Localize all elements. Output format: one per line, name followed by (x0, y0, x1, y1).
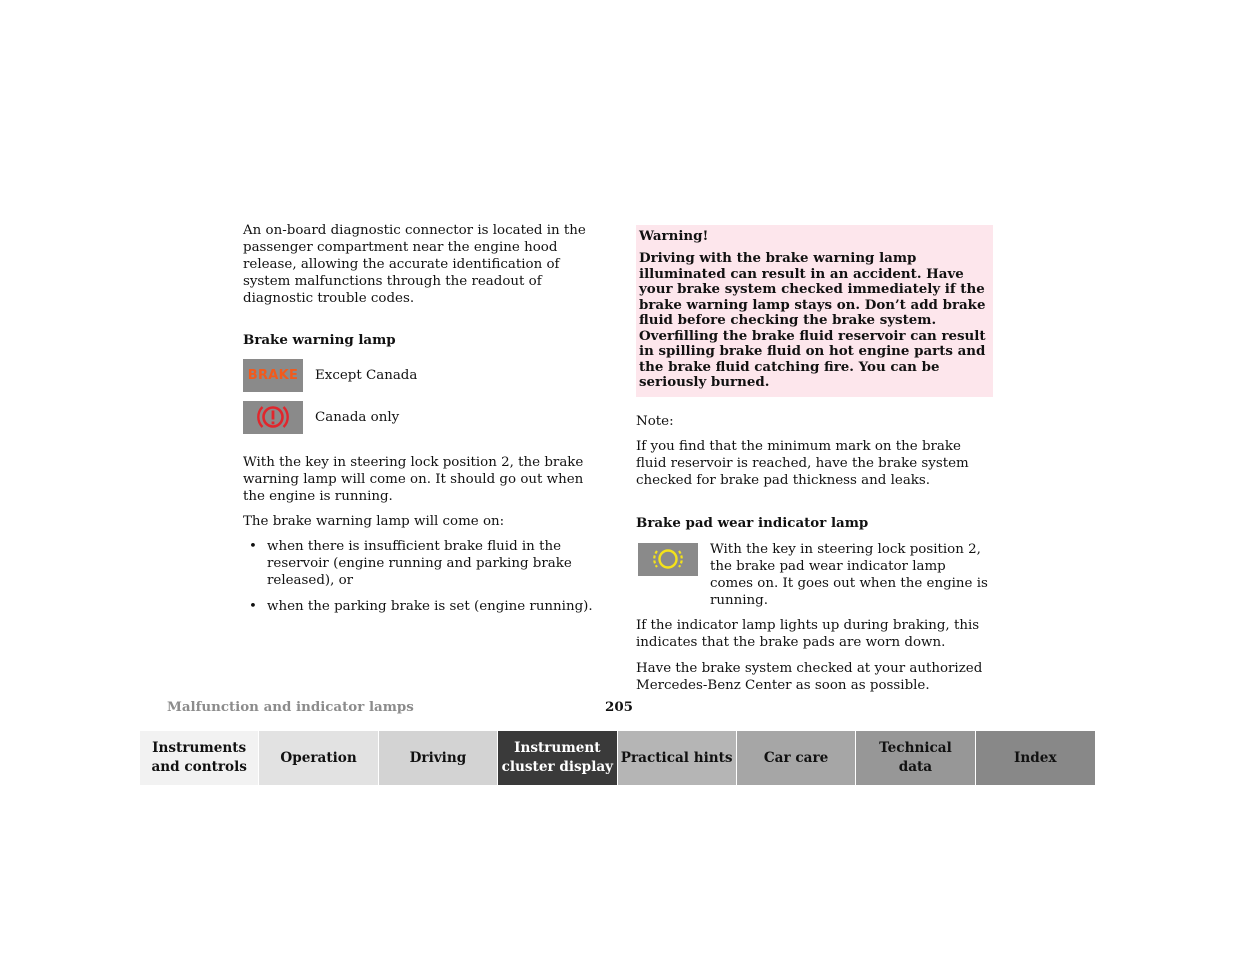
tab-index[interactable]: Index (976, 731, 1095, 785)
list-item: • when there is insufficient brake fluid in the reservoir (engine running and parking brake released), or (249, 539, 572, 588)
intro-paragraph: An on-board diagnostic connector is located in the passenger compartment near the engine hood release, allowing the accurate identification of system malfunctions through the readout of diagnostic trouble codes. (243, 223, 586, 306)
brake-pad-lamp-text: With the key in steering lock position 2, the brake pad wear indicator lamp comes on. It goes out when the engine is running. (710, 541, 988, 608)
note-label: Note: (636, 413, 674, 429)
canada-only-label: Canada only (315, 409, 400, 425)
warning-body: Driving with the brake warning lamp illuminated can result in an accident. Have your brake system checked immediately if the brake warning lamp stays on. Don’t add brake fluid before checking the brake system. Overfilling the brake fluid reservoir can result in spilling brake fluid on hot engine parts and the brake fluid catching fire. You can be seriously burned. (639, 250, 986, 390)
warning-title: Warning! (639, 228, 709, 244)
page-number: 205 (605, 699, 633, 715)
lamp-row-except-canada (243, 358, 598, 392)
list-item: • when the parking brake is set (engine running). (249, 599, 593, 614)
brake-circle-svg (254, 402, 292, 432)
tab-instrument-cluster-display[interactable]: Instrument cluster display (498, 731, 617, 785)
bullet-icon: • (249, 599, 257, 614)
section-nav (140, 731, 1095, 785)
brake-circle-exclamation-icon (243, 401, 303, 434)
tab-instruments-and-controls[interactable]: Instruments and controls (140, 731, 259, 785)
right-column (636, 225, 993, 694)
warning-box (636, 225, 993, 397)
key-position-paragraph: With the key in steering lock position 2, the brake warning lamp will come on. It should go out when the engine is running. (243, 455, 584, 504)
brake-pad-wear-icon (638, 543, 698, 576)
tab-driving[interactable]: Driving (379, 731, 498, 785)
note-body: If you find that the minimum mark on the brake fluid reservoir is reached, have the brake system checked for brake pad thickness and leaks. (636, 438, 969, 488)
brake-pad-svg (648, 545, 688, 573)
tab-technical-data[interactable]: Technical data (856, 731, 975, 785)
tab-practical-hints[interactable]: Practical hints (618, 731, 737, 785)
brake-lamp-conditions-list (243, 538, 598, 615)
footer-section-title: Malfunction and indicator lamps (167, 699, 414, 715)
brake-text-lamp-icon (243, 359, 303, 392)
come-on-intro: The brake warning lamp will come on: (243, 514, 505, 529)
pad-paragraph-1: If the indicator lamp lights up during braking, this indicates that the brake pads are worn down. (636, 617, 980, 650)
pad-paragraph-2: Have the brake system checked at your authorized Mercedes-Benz Center as soon as possible. (636, 660, 983, 693)
left-column (243, 222, 598, 624)
brake-pad-lamp-row (636, 541, 993, 609)
brake-warning-heading: Brake warning lamp (243, 332, 396, 348)
tab-car-care[interactable]: Car care (737, 731, 856, 785)
brake-pad-heading: Brake pad wear indicator lamp (636, 514, 869, 531)
tab-operation[interactable]: Operation (259, 731, 378, 785)
brake-lamp-text: BRAKE (247, 367, 299, 383)
except-canada-label: Except Canada (315, 367, 418, 383)
bullet-icon: • (249, 539, 257, 554)
lamp-row-canada-only (243, 400, 598, 434)
